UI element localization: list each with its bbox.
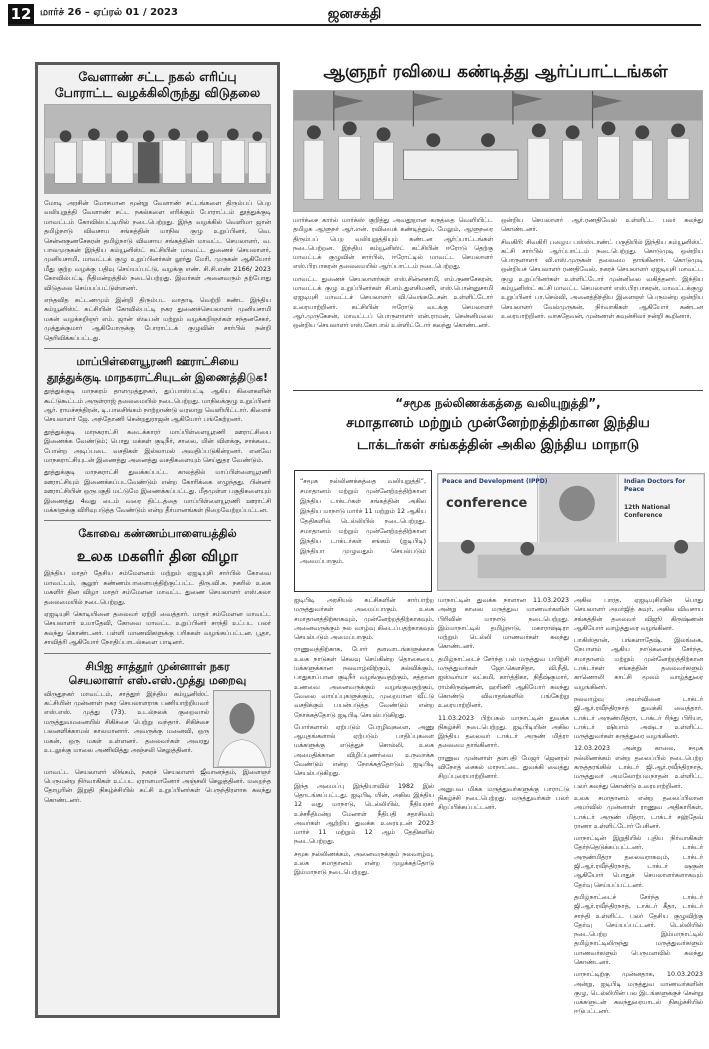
article-paragraph: 12.03.2023 அன்று காலை, சமூக நல்லிணக்கம் என்ற தலைப்பில் நடைபெற்ற கருத்தரங்கில் டாக்டர் ஜி.ஆர்.ரவீந்திரநாத், மருத்துவர் அமலோற்பவநாதன் உள்ளிட்ட பலர் கலந்து கொண்டு உரையாற்றினர். — [574, 745, 703, 790]
article-paragraph: போர்களால் ஏற்படும் பேரழிவுகளை, அணு ஆயுதங்களால் ஏற்படும் பாதிப்புகளை மக்களுக்கு எடுத்துச் சொல்லி, உலக அமைதிக்கான விழிப்புணர்வை உருவாக்க வேண்டும் என்ற நோக்கத்தோடும் ஐடிபிடி செயல்படுகிறது. — [294, 723, 434, 778]
article-paragraph: “சமூக நல்லிணக்கத்தை வலியுறுத்தி”, சமாதானம் மற்றும் முன்னேற்றத்திற்கான இந்திய டாக்டர்கள் சங்கத்தின் அகில இந்திய மாநாடு மார்ச் 11 மற்றும் 12 ஆகிய தேதிகளில் டெல்லியில் நடைபெற்றது. சமாதானம் மற்றும் முன்னேற்றத்திற்கான இந்திய டாக்டர்கள் சங்கம் (ஐடிபிடி) இந்தியா முழுவதும் செயல்படும் அமைப்பாகும். — [300, 477, 426, 565]
divider — [44, 653, 271, 654]
headline-line: “சமூக நல்லிணக்கத்தை வலியுறுத்தி”, — [395, 396, 601, 410]
article-paragraph: இந்திய மாதர் தேசிய சம்மேளனம் மற்றும் ஏஐடியுசி சார்பில் கோவை மாவட்டம், சூலூர் கண்ணம்பாளையத்திற்குட்பட்ட திரு.வி.க. நகரில் உலக மகளிர் தின விழா மாதர் சம்மேளன மாவட்ட துணை செயலாளர் எஸ்.கலா தலைமையில் நடைபெற்றது. — [44, 569, 271, 606]
headline-line: டாக்டர்கள் சங்கத்தின் அகில இந்திய மாநாடு — [356, 437, 640, 453]
article-paragraph: மார்க்சை கார்ல் மார்க்ஸ் குறித்து அவதூறான கருத்தை வெளியிட்ட தமிழக ஆளுநர் ஆர்.என். ரவியைக் கண்டித்தும், மேலும், ஆளுநரை திரும்பப் பெற வலியுறுத்தியும் கண்டன ஆர்ப்பாட்டங்கள் நடைபெற்றன. இந்திய கம்யூனிஸ்ட் கட்சியின் ஈரோடு தெற்கு மாவட்டக் குழுவின் சார்பில், ஈரோட்டில் மாவட்ட செயலாளர் எஸ்.பிரபாகரன் தலைமையில் ஆர்ப்பாட்டம் நடைபெற்றது. — [293, 217, 493, 271]
photo-illustration — [45, 105, 270, 193]
main-headline: ஆளுநர் ரவியை கண்டித்து ஆர்ப்பாட்டங்கள் — [323, 62, 668, 82]
article-column — [574, 596, 703, 1036]
banner-text: conference — [446, 496, 528, 511]
article-paragraph: தூத்துக்குடி மாநகராட்சி கடைக்காரர் மாப்பிள்ளையூரணி ஊராட்சியை இணைக்க வேண்டும்; பொது மக்கள் குடிநீர், சாலை, மின் விளக்கு, சாக்கடை போன்ற அடிப்படை வசதிகள் இல்லாமல் அவதிப்படுகின்றனர். எனவே மாநகராட்சியுடன் இணைத்து அனைத்து வசதிகளையும் செய்துதர வேண்டும். — [44, 427, 271, 464]
article-title-line: வேளாண் சட்ட நகல் எரிப்பு — [78, 69, 237, 84]
article-paragraph: எந்தவித கட்டணமும் இன்றி திரும்பட வாதாடி வெற்றி கண்ட இந்திய கம்யூனிஸ்ட் கட்சியின் கோவில்பட்டி நகர துணைச்செயலாளர் முனியசாமி மகன் வழக்கறிஞர் எம். ஜான் ஸ்டீபன் மற்றும் வழக்கறிஞர்கள் சந்தனசேகர், முத்துக்குமார் ஆகியோருக்கு போராட்டக் குழுவின் சார்பில் நன்றி தெரிவிக்கப்பட்டது. — [44, 296, 271, 342]
obituary-portrait — [213, 690, 271, 768]
article-paragraph: அனுபவ மிக்க மருத்துவர்களுக்கு பாராட்டு நிகழ்ச்சி நடைபெற்றது. மருத்துவர்கள் பலர் சிறப்பிக்கப்பட்டனர். — [438, 785, 569, 812]
article-paragraph: ஏஐடியுசி கொடியினை தலைவர் ஏற்றி வைத்தார். மாதர் சம்மேளன மாவட்ட செயலாளர் உமாதேவி, கோவை மாவட்ட உறுப்பினர் சாந்தி உட்பட பலர் கலந்து கொண்டனர். பள்ளி மாணவிகளுக்கு பரிசுகள் வழங்கப்பட்டன. பூதா, சாவித்ரி ஆகியோர் நோதிப்பாடல்களை பாடினர். — [44, 610, 271, 647]
article-paragraph: சமூக நல்லிணக்கம், அனைவருக்கும் நலவாழ்வு, உலக சமாதானம் என்ற முழக்கத்தோடு இம்மாநாடு நடைபெற்றது. — [294, 850, 434, 877]
article-paragraph: மாநாட்டின் துவக்க நாளான 11.03.2023 அன்று காலை மருத்துவ மாணவர்களின் பிரிவின் மாநாடு நடைபெற்றது. இம்மாநாட்டில் தமிழ்நாடு, மகாராஷ்டிரா மற்றும் டெல்லி மாணவர்கள் கலந்து கொண்டனர். — [438, 597, 569, 651]
article-title: உலக மகளிர் தின விழா — [76, 547, 239, 566]
banner-text: 12th National Conference — [624, 504, 671, 519]
article-paragraph: மாநாட்டிற்கு முன்னதாக, 10.03.2023 அன்று, ஐடிபிடி மருத்துவ மாணவர்களின் குழு, டெல்லியின் பல இடங்களுக்குச் சென்று மக்களுடன் கலந்துரையாடல் நிகழ்ச்சியில் ஈடுபட்டனர். — [574, 971, 703, 1016]
article-paragraph: உலக சமாதானம் என்ற தலைப்பிலான அமர்வில் முன்னாள் ராணுவ அதிகாரிகள், டாக்டர் அருண் மித்ரா, டாக்டர் சஹ்தேவ் ராணா உள்ளிட்டோர் பேசினர். — [574, 794, 703, 830]
article-paragraph: மாவட்ட செயலாளர் லிங்கம், நகரச் செயலாளர் ஜீவானந்தம், இளைஞர் பெருமன்ற நிர்வாகிகள் உட்பட ஏராளமானோர் அஞ்சலி செலுத்தினர். மறைந்த தோழரின் இறுதி நிகழ்ச்சியில் கட்சி உறுப்பினர்கள் பெருந்திரளாக கலந்து கொண்டனர். — [44, 767, 271, 804]
conference-stage-photo — [437, 473, 705, 591]
headline-line: சமாதானம் மற்றும் முன்னேற்றத்திற்கான இந்திய — [346, 415, 650, 431]
divider — [293, 390, 703, 391]
conference-intro-box — [294, 470, 432, 592]
article-paragraph: நலவாழ்வு அமர்வினை டாக்டர் ஜி.ஆர்.ரவீந்திரநாத் துவக்கி வைத்தார். டாக்டர் அருண்மித்ரா, டாக்டர் ரிந்து பிரியா, டாக்டர் ஷியாம் அஷ்டா உள்ளிட்ட மருத்துவர்கள் கருத்துரை வழங்கினர். — [574, 695, 703, 741]
article-column — [438, 596, 569, 1036]
divider — [44, 348, 271, 349]
article-paragraph: தமிழ்நாட்டைச் சேர்ந்த பல் மருத்துவ பயிற்சி மருத்துவர்கள் ஜோ.கௌசிதா, வி.நீதி, ஐஸ்வர்யா லட்சுமி, கார்த்திகா, நிதீஷ்குமார், ராம்கிருஷ்ணன், ஹரிணி ஆகியோர் கலந்து கொண்டு விவாதங்களில் பங்கேற்று உரையாற்றினர். — [438, 655, 569, 710]
page-header — [8, 4, 701, 26]
article-paragraph: மாநாட்டின் இறுதியில் புதிய நிர்வாகிகள் தேர்ந்தெடுக்கப்பட்டனர். டாக்டர் அருண்மித்ரா தலைவராகவும், டாக்டர் ஜி.ஆர்.ரவீந்திரநாத், டாக்டர் ஷகுன் ஆகியோர் பொதுச் செயலாளர்களாகவும் தேர்வு செய்யப்பட்டனர். — [574, 835, 703, 889]
article-paragraph: மாவட்ட துணைச் செயலாளர்கள் எஸ்.சின்னசாமி, எம்.குணசேகரன், மாவட்டக் குழு உறுப்பினர்கள் சி.எம்.துளசிமணி, எஸ்.பொன்னுசாமி ஏஐடியுசி மாவட்டச் செயலாளர் வி.வெங்கடேசன் உள்ளிட்டோர் உரையாற்றினர். கட்சியின் ஈரோடு வடக்கு செயலாளர் ஆர்.முருகேசன், மாவட்டப் பொருளாளர் என்.ராமன், சென்னிமலை ஒன்றிய செயலாளர் எஸ்.கோபால் உள்ளிட்டோர் கலந்து கொண்டனர். — [293, 275, 493, 330]
article-paragraph: தூத்துக்குடி மாநகரம் தாளமுத்துநகர், துப்பாஸ்பட்டி ஆகிய கிளைகளின் கூட்டுகூட்டம் அருள்ராஜ் தலைமையில் நடைபெற்றது. மாநிலக்குழு உறுப்பினர் ஆர். ராமச்சந்திரன், டி.பாலசிங்கம் நாற்றாண்டு வரலாறு வெளியிட்டார். கிளைச் செயலாளர் ஜே. அந்தோணி சென்றதுராஜன் ஆகியோர் பங்கேற்றனர். — [44, 387, 271, 424]
article-paragraph: ஒன்றிய செயலாளர் ஆர்.ரணதிவேல் உள்ளிட்ட பலர் கலந்து கொண்டனர். — [501, 217, 703, 234]
article-kicker: கோவை கண்ணம்பாளையத்தில் — [78, 527, 237, 541]
article-title-line: போராட்ட வழக்கிலிருந்து விடுதலை — [54, 85, 261, 100]
portrait-illustration — [214, 691, 270, 767]
article-title — [44, 69, 271, 101]
article-paragraph: தமிழ்நாட்டைச் சேர்ந்த டாக்டர் ஜி.ஆர்.ரவீந்திரநாத், டாக்டர் கீதா, டாக்டர் சாந்தி உள்ளிட்ட பலர் தேசிய குழுவிற்கு தேர்வு செய்யப்பட்டனர். டெல்லியில் நடைபெற்ற இம்மாநாட்டில் தமிழ்நாட்டிலிருந்து மருத்துவர்களும் மாணவர்களும் பெருமளவில் கலந்து கொண்டனர். — [574, 893, 703, 966]
article-column — [501, 216, 703, 386]
banner-text: Peace and Development (IPPD) — [442, 478, 548, 485]
article-paragraph: ராணுவத்திற்காக, போர் தளவாடங்களுக்காக உலக நாடுகள் செலவு செய்கின்ற தொகையை, மக்களுக்கான நலவாழ்விற்கும், கல்விக்கும், பாதுகாப்பான குடிநீர் வழங்குவதற்கும், சத்தான உணவை அனைவருக்கும் வழங்குவதற்கும், வேலை வாய்ப்புகளுக்கும், முறையான வீட்டு வசதிக்கும் பயன்படுத்த வேண்டும் என்ற நோக்கத்தோடு ஐடிபிடி செயல்படுகிறது. — [294, 646, 434, 719]
article-title-line: செயலாளர் எஸ்.எஸ்.முத்து மறைவு — [68, 673, 247, 687]
conference-headline — [293, 394, 703, 456]
page-number: 12 — [8, 4, 34, 24]
article-title — [44, 660, 271, 688]
article-paragraph: பாகிஸ்தான், பங்களாதேஷ், இலங்கை, நேபாளம் ஆகிய நாடுகளைச் சேர்ந்த, சமாதானம் மற்றும் முன்னேற்றத்திற்கான டாக்டர்கள் சங்கத்தின் தலைவர்களும் காணொலி காட்சி மூலம் வாழ்த்துரை வழங்கினர். — [574, 637, 703, 691]
obituary-block — [44, 690, 271, 768]
article-paragraph: விருதுநகர் மாவட்டம், சாத்தூர் இந்திய கம்யூனிஸ்ட் கட்சியின் முன்னாள் நகர செயலாளராக பணியாற்றியவர் எஸ்.எஸ். முத்து (73). உடல்நலக் குறைவால் மருத்துவமனையில் சிகிச்சை பெற்று வந்தார். சிகிச்சை பலனளிக்காமல் காலமானார். அவருக்கு மனைவி, ஒரு மகன், ஒரு மகள் உள்ளனர். தலைவர்கள் அவரது உடலுக்கு மாலை அணிவித்து அஞ்சலி செலுத்தினர். — [44, 689, 209, 755]
article-title: தூத்துக்குடி மாநகராட்சியுடன் இணைத்திடுக! — [47, 371, 268, 385]
article-paragraph: சிவகிரி: சிவகிரி பழைய பஸ்ஸ்டாண்ட் பகுதியில் இந்திய கம்யூனிஸ்ட் கட்சி சார்பில் ஆர்ப்பாட்டம் நடைபெற்றது. கொடுமுடி ஒன்றிய பொருளாளர் வி.எஸ்.முருகன் தலைமை தாங்கினார். கொடுமுடி ஒன்றியச் செயலாளர் ரணதிவேல், நகரச் செயலாளர் ஏஐடியுசி மாவட்ட குழு உறுப்பினர்கள் உள்ளிட்டோர் முன்னிலை வகித்தனர். இந்திய கம்யூனிஸ்ட் கட்சி மாவட்ட செயலாளர் எஸ்.பிரபாகரன், மாவட்டக்குழு உறுப்பினர் பா.செல்வி, அனைத்திந்திய இளைஞர் பெருமன்ற ஒன்றிய செயலாளர் வேல்முருகன், நிர்வாகிகள் ஆகியோர் கண்டன உரையாற்றினர். வாசுதேவன், முன்னாள் கவுன்சிலர் நன்றி கூறினார். — [501, 238, 703, 320]
protest-rally-photo — [293, 90, 703, 212]
article-paragraph: மோடி அரசின் மோசமான மூன்று வேளாண் சட்டங்களை திரும்பப் பெற வலியுறுத்தி வேளாண் சட்ட நகல்களை எரிக்கும் போராட்டம் தூத்துக்குடி மாவட்டம் கோவில்பட்டியில் நடைபெற்றது. இந்த வழக்கில் வெளிமா ஜான் தமிழ்நாடு விவசாய சங்கத்தின் மாநில குழு உறுப்பினர், வெ. சென்னகுணசேகரன் தமிழ்நாடு விவசாய சங்கத்தின் மாவட்ட செயலாளர், வ. பாலமுருகன் இந்திய கம்யூனிஸ்ட் கட்சியின் மாவட்ட துணைச் செயலாளர், முனியசாமி, மாவட்டக் குழு உறுப்பினர்கள் லூர்து மேரி, முருகன் ஆகியோர் மீது குற்ற வழக்கு பதிவு செய்யப்பட்டு, வழக்கு எண். சி.சி.எண் 2166/ 2023 கோவில்பட்டி நீதிமன்றத்தில் நடைபெற்றது. இவர்கள் அனைவரும் தற்போது விடுதலை செய்யப்பட்டுள்ளனர். — [44, 199, 271, 292]
article-paragraph: ஐடிபிடி அரசியல் கட்சிகளின் சார்பாற்ற மருத்துவர்கள் அமைப்பாகும். உலக சமாதானத்திற்காகவும், முன்னேற்றத்திற்காகவும், அனைவருக்கும் நல வாழ்வு கிடைப்பதற்காகவும் செயல்படும் அமைப்பாகும். — [294, 597, 434, 642]
issue-date: மார்ச் 26 – ஏப்ரல் 01 / 2023 — [40, 7, 178, 18]
article-paragraph: இந்த அமைப்பு இந்தியாவில் 1982 இல் தொடங்கப்பட்டது. ஐடிபிடி யின், அகில இந்திய 12 வது மாநாடு, டெல்லியில், நீதியரசர் உச்சநீதிமன்ற மேனாள் நீதிபதி சதாசிவம் அவர்கள் ஆற்றிய துவக்க உரையுடன் 2023 மார்ச் 11 மற்றும் 12 ஆம் தேதிகளில் நடைபெற்றது. — [294, 782, 434, 846]
article-column — [293, 216, 493, 386]
article-kicker: மாப்பிள்ளையூரணி ஊராட்சியை — [76, 355, 239, 369]
article-paragraph: 11.03.2023 பிற்பகல் மாநாட்டின் துவக்க நிகழ்ச்சி நடைபெற்றது. ஐடிபிடியின் அகில இந்திய தலைவர் டாக்டர் அருண் மித்ரா தலைமை தாங்கினார். — [438, 714, 569, 750]
article-paragraph: அகில பாரத, ஏஐடியுசியின் பொது செயலாளர் அமர்ஜித் கவுர், அகில விவசாய சங்கத்தின் தலைவர் விஜூ கிருஷ்ணன் ஆகியோர் வாழ்த்துரை வழங்கினர். — [574, 597, 703, 632]
article-title-line: சிபிஐ சாத்தூர் முன்னாள் நகர — [85, 659, 230, 673]
article-paragraph: தூத்துக்குடி மாநகராட்சி துவக்கப்பட்ட காலத்தில் மாப்பிள்ளையூரணி ஊராட்சியும் இணைக்கப்படவேண்டும் என்ற கோரிக்கை எழுந்தது. பின்னர் ஊராட்சியின் ஒருபகுதி மட்டுமே இணைக்கப்பட்டது. மீதமுள்ள பகுதிகளையும் இணைத்து 4வது டைம் வரை திட்டத்தை மாப்பிள்ளையூரணி ஊராட்சி மக்களுக்கு விரிவுபடுத்த வேண்டும் என்ற தீர்மானங்கள் நிறைவேற்றப்பட்டன. — [44, 468, 271, 514]
article-paragraph: ராணுவ முன்னாள் தளபதி மேஜர் ஜெனரல் விநோத் சைகல் மாநாட்டை துவக்கி வைத்து சிறப்புரையாற்றினார். — [438, 754, 569, 781]
left-news-column — [35, 62, 280, 1018]
photo-illustration — [294, 91, 702, 211]
divider — [44, 520, 271, 521]
protest-group-photo — [44, 104, 271, 194]
article-column — [294, 596, 434, 1036]
newspaper-name: ஜனசக்தி — [327, 6, 382, 22]
banner-text: Indian Doctors for Peace — [624, 478, 686, 493]
